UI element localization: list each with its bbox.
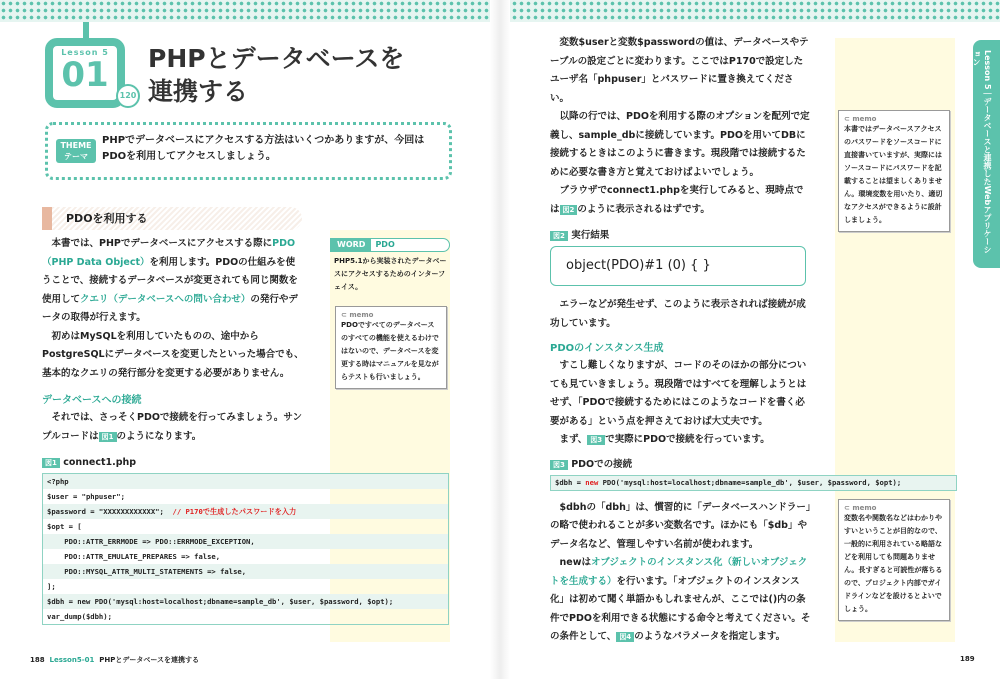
memo-label: ⊂ memo — [844, 115, 877, 123]
paragraph — [550, 431, 812, 450]
text: のように表示されるはずです。 — [577, 203, 710, 215]
code-line: PDO::ATTR_EMULATE_PREPARES => false, — [47, 552, 221, 561]
text: 本書では、PHPでデータベースにアクセスする際に — [51, 238, 273, 249]
code-text: $password = "XXXXXXXXXXXX"; — [47, 507, 173, 516]
code-text: PDO('mysql:host=localhost;dbname=sample_db', $user, $password, $opt); — [598, 477, 902, 487]
figure-3-caption — [550, 458, 957, 472]
figure-ref: 図4 — [616, 632, 634, 642]
footer-title: PHPとデータベースを連携する — [99, 656, 200, 664]
footer-section: Lesson5-01 — [49, 656, 95, 664]
figure-number: 図3 — [550, 460, 568, 470]
code-line: $user = "phpuser"; — [47, 492, 125, 501]
paragraph: エラーなどが発生せず、このように表示されれば接続が成功しています。 — [550, 299, 806, 329]
figure-title: 実行結果 — [571, 230, 610, 241]
text: ブラウザでconnect1.phpを実行してみると、現時点では — [550, 185, 804, 215]
bottom-section — [550, 499, 957, 647]
figure-ref: 図1 — [99, 432, 117, 442]
text: newは — [559, 557, 591, 568]
paragraph: すこし難しくなりますが、コードのそのほかの部分についても見ていきましょう。現段階ではすべてを理解しようとはせず、「PDOで接続するためにはこのようなコードを書く必要がある」という点を押さえておけば大丈夫です。 — [550, 360, 807, 427]
text: それでは、さっそくPDOで接続を行ってみましょう。サンプルコードは — [42, 412, 302, 442]
paragraph — [42, 235, 304, 328]
left-side-flow — [330, 238, 450, 389]
memo-label-text: memo — [852, 503, 877, 512]
left-footer — [30, 655, 199, 665]
text: の発行やデータの取得が行えます。 — [42, 293, 298, 323]
code-line: PDO::ATTR_ERRMODE => PDO::ERRMODE_EXCEPTION, — [43, 534, 448, 549]
page-gutter — [490, 0, 510, 679]
text: のようになります。 — [116, 430, 202, 442]
tab-lesson: Lesson 5 — [983, 50, 992, 90]
lesson-badge — [45, 38, 125, 108]
highlight-term: クエリ（データベースへの問い合わせ） — [80, 293, 251, 305]
figure-number: 図1 — [42, 458, 60, 468]
paragraph — [550, 554, 812, 647]
lesson-number: 01 — [61, 55, 109, 95]
paragraph: 以降の行では、PDOを利用する際のオプションを配列で定義し、sample_dbに接続しています。PDOを用いてDBに接続するときはこのように書きます。現段階では接続するために必要な書き方と覚えておけばよいでしょう。 — [550, 111, 810, 178]
memo-label-text: memo — [349, 311, 374, 319]
execution-result: object(PDO)#1 (0) { } — [550, 246, 806, 286]
theme-box — [45, 122, 452, 180]
subheading: PDOのインスタンス生成 — [550, 343, 664, 354]
word-description: PHP5.1から実装されたデータベースにアクセスするためのインターフェイス。 — [334, 257, 447, 291]
paragraph: $dbhの「dbh」は、慣習的に「データベースハンドラー」の略で使われることが多い変数名です。ほかにも「$db」やデータ名など、管理しやすい名前が使われます。 — [550, 501, 811, 550]
page-number: 189 — [960, 655, 975, 663]
page-number: 188 — [30, 656, 45, 664]
code-keyword: new — [585, 477, 599, 487]
memo-box — [838, 110, 950, 232]
code-line: $dbh = new PDO('mysql:host=localhost;dbname=sample_db', $user, $password, $opt); — [43, 594, 448, 609]
paragraph — [42, 409, 304, 446]
alarm-clock-icon — [116, 84, 140, 108]
text: のようなパラメータを指定します。 — [634, 631, 786, 642]
subheading: データベースへの接続 — [42, 395, 142, 406]
lesson-label: Lesson 5 — [61, 48, 109, 57]
text: で実際にPDOで接続を行っています。 — [605, 434, 770, 445]
word-box — [330, 238, 450, 252]
memo-label-text: memo — [852, 115, 877, 123]
tab-title: データベースと連携したWebアプリケーション — [972, 50, 992, 254]
figure-ref: 図3 — [587, 435, 605, 445]
memo-box — [838, 499, 950, 621]
code-line — [43, 504, 448, 519]
memo-text: 変数名や関数名などはわかりやすいということが目的なので、一般的に利用されている略語などを利用しても問題ありません。長すぎると可読性が落ちるので、プロジェクト内部でガイドラインなどを設けるとよいでしょう。 — [844, 513, 943, 613]
paragraph: 初めはMySQLを利用していたものの、途中からPostgreSQLにデータベースを変更したといった場合でも、基本的なクエリの発行部分を変更する必要がありません。 — [42, 330, 304, 379]
memo-text: 本書ではデータベースアクセスのパスワードをソースコードに直接書いていますが、実際にはソースコードにパスワードを記載することは望ましくありません。環境変数を用いたり、適切なアクセスができるように設計しましょう。 — [844, 125, 943, 224]
chapter-side-tab: Lesson 5｜データベースと連携したWebアプリケーション — [973, 40, 1000, 268]
theme-tag-ja: テーマ — [64, 152, 88, 161]
code-block — [42, 473, 449, 625]
code-line: $opt = [ — [47, 522, 82, 531]
code-text: $dbh = — [555, 477, 586, 487]
theme-tag — [56, 139, 96, 163]
highlight-term: PDO（PHP Data Object） — [42, 238, 296, 268]
title-line-1: PHPとデータベースを — [148, 44, 405, 73]
text: を利用します。PDOの仕組みを使うことで、接続するデータベースが変更されても同じ関数を使用して — [42, 256, 298, 305]
code-line — [550, 475, 957, 491]
code-line: <?php — [43, 474, 448, 489]
word-term: PDO — [375, 240, 395, 249]
paragraph — [550, 182, 812, 219]
code-comment: // P170で生成したパスワードを入力 — [172, 507, 297, 516]
paragraph: 変数$userと変数$passwordの値は、データベースやテーブルの設定ごとに変わります。ここではP170で設定したユーザ名「phpuser」とパスワードに置き換えてください。 — [550, 37, 809, 104]
theme-tag-en: THEME — [60, 141, 92, 150]
figure-title: PDOでの接続 — [571, 458, 633, 470]
figure-1-caption — [42, 456, 452, 470]
code-line: var_dump($dbh); — [47, 612, 112, 621]
code-line: PDO::MYSQL_ATTR_MULTI_STATEMENTS => false, — [43, 564, 448, 579]
figure-number: 図2 — [550, 231, 568, 241]
theme-text: PHPでデータベースにアクセスする方法はいくつかありますが、今回はPDOを利用してアクセスしましょう。 — [102, 135, 425, 162]
lesson-time: 120 — [119, 91, 137, 100]
memo-box — [335, 306, 447, 389]
word-tag: WORD — [331, 239, 371, 251]
section-heading: PDOを利用する — [42, 207, 302, 230]
code-line: ]; — [47, 582, 56, 591]
memo-text: PDOですべてのデータベースのすべての機能を使えるわけではないので、データベースを変更する時はマニュアルを見ながらテストも行いましょう。 — [341, 321, 439, 381]
text: を行います。「オブジェクトのインスタンス化」は初めて聞く単語かもしれませんが、ここでは()内の条件でPDOを利用できる状態にする命令と考えてください。その条件として、 — [550, 575, 811, 642]
title-line-2: 連携する — [148, 77, 249, 106]
figure-ref: 図2 — [560, 205, 578, 215]
bottom-text — [550, 499, 812, 647]
memo-label: ⊂ memo — [341, 311, 374, 319]
page-title — [148, 42, 404, 108]
text: まず、 — [559, 434, 588, 445]
highlight-term: オブジェクトのインスタンス化（新しいオブジェクトを生成する） — [550, 557, 808, 587]
memo-label: ⊂ memo — [844, 503, 877, 512]
figure-title: connect1.php — [63, 457, 137, 468]
